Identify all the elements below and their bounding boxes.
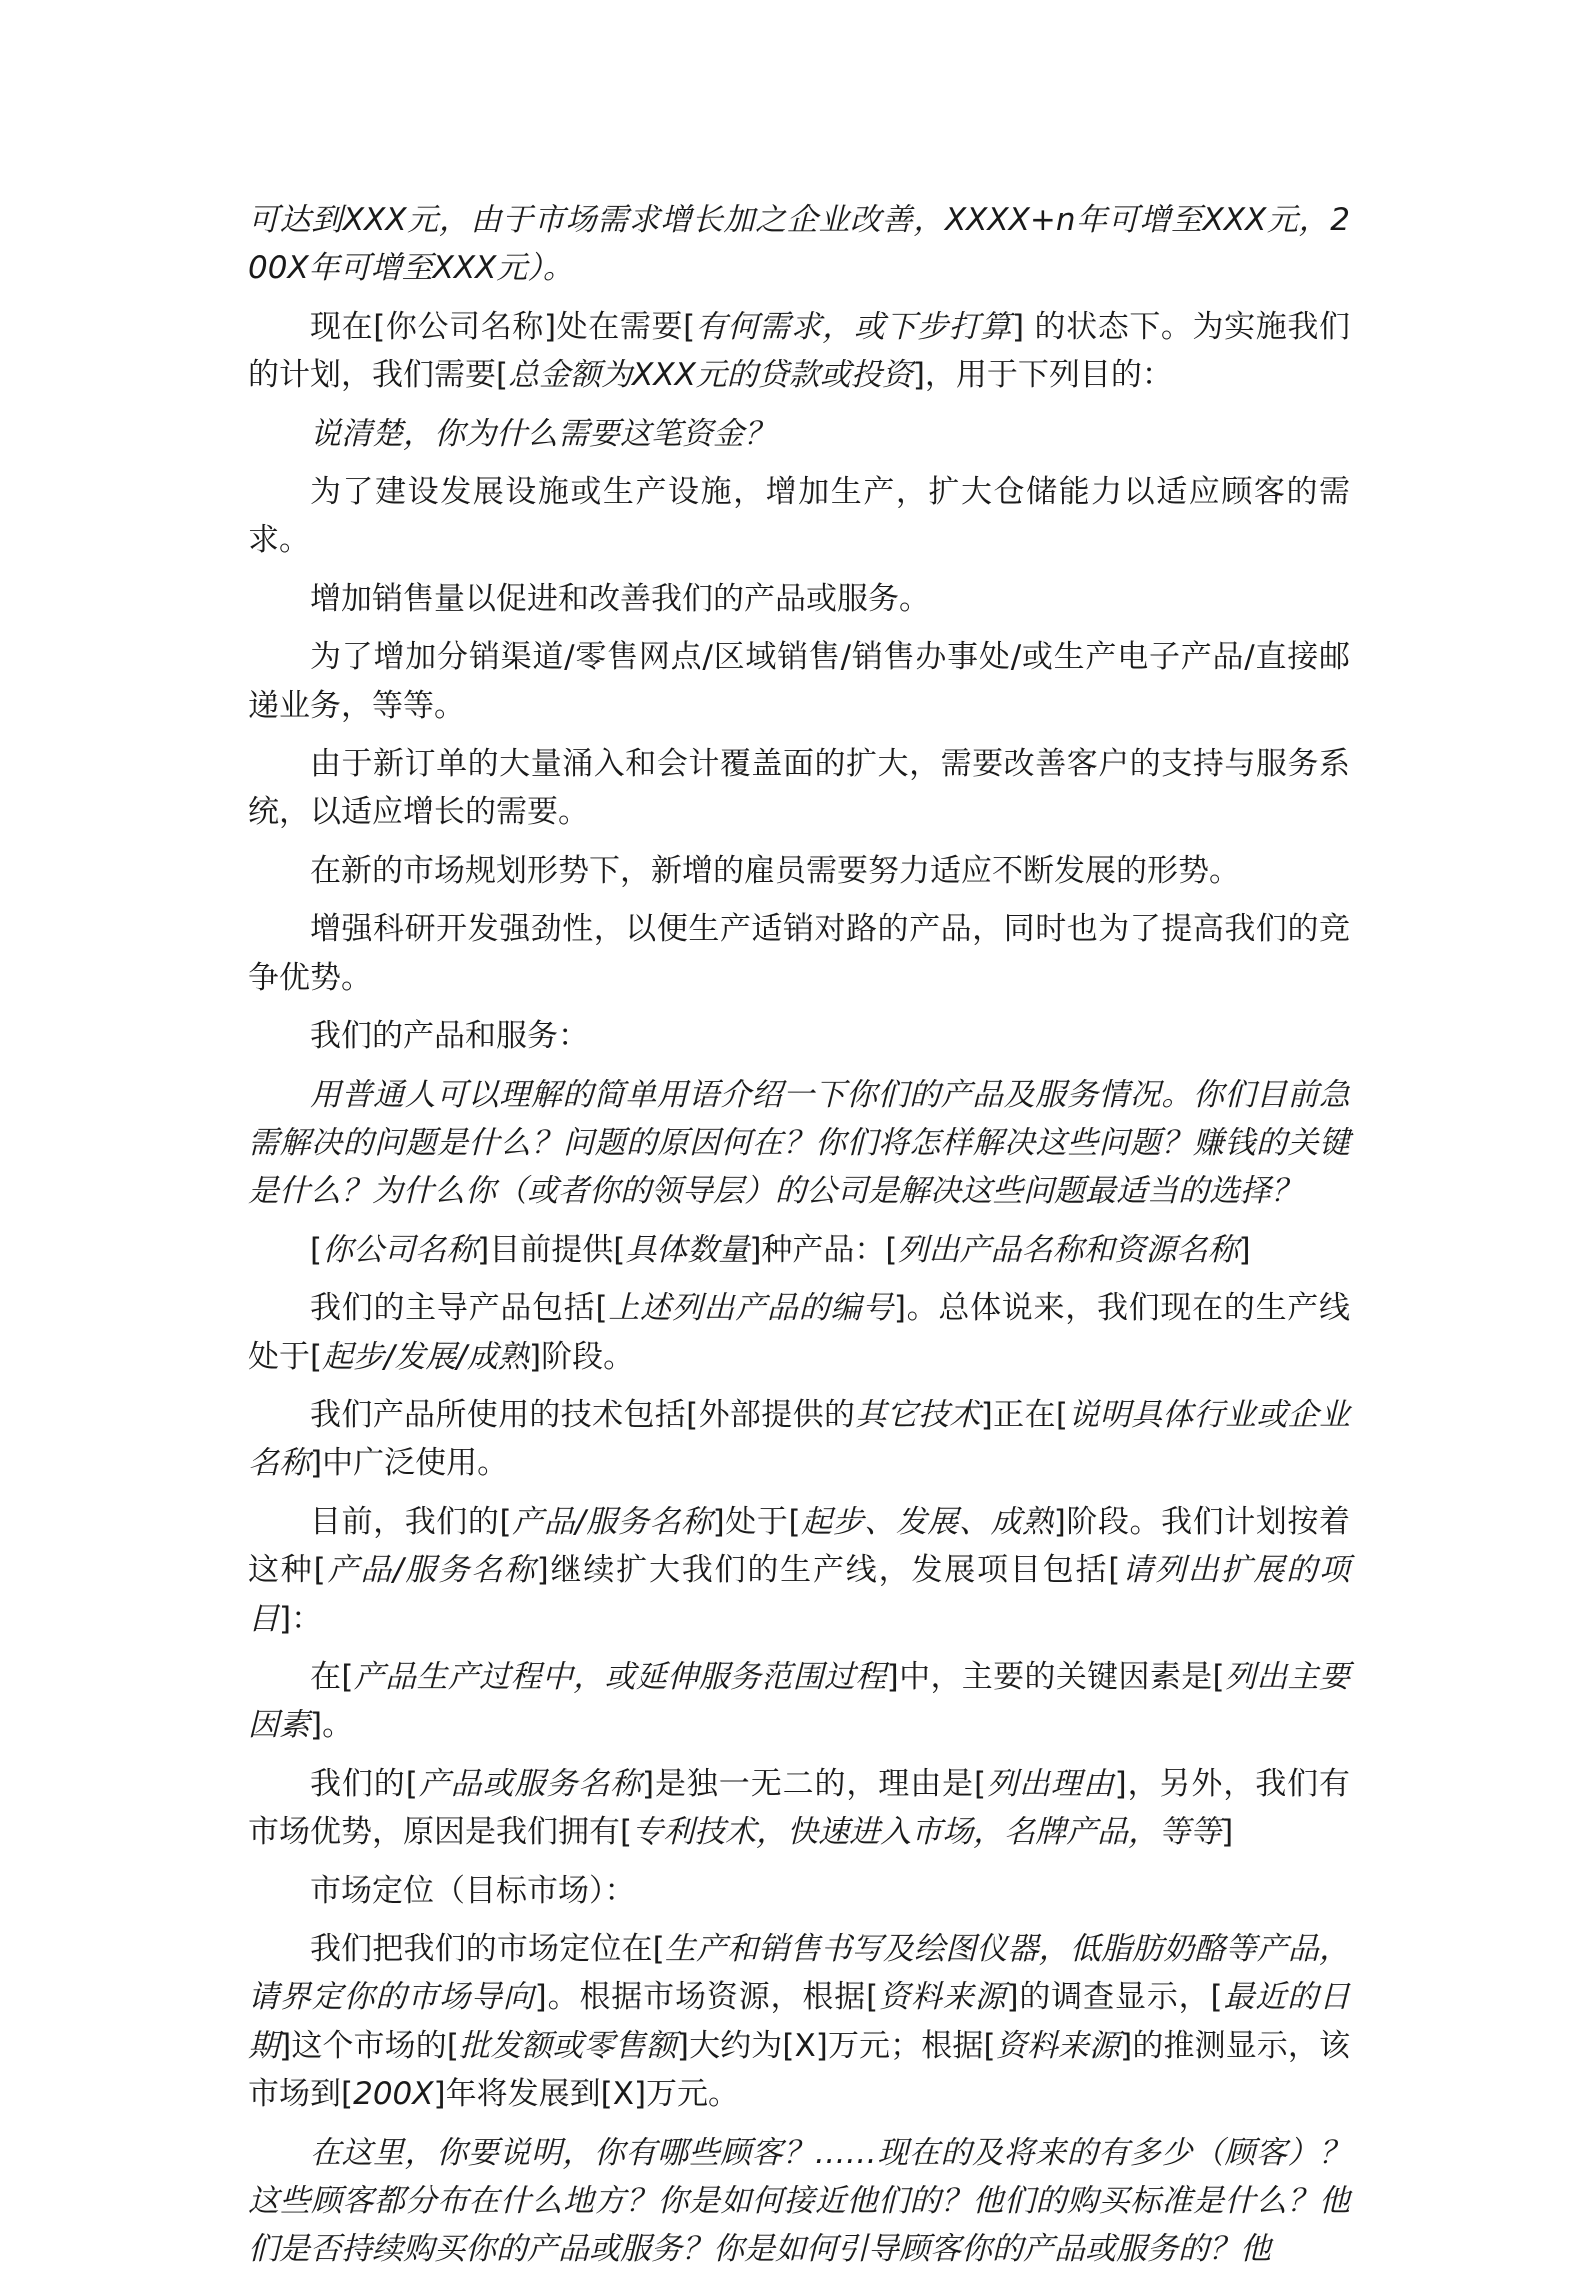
body-text: ]阶段。我们计划按着这种[ bbox=[248, 1503, 1351, 1589]
paragraph bbox=[248, 1760, 1350, 1857]
body-text: ]中，主要的关键因素是[ bbox=[886, 1658, 1225, 1695]
body-text: ]，用于下列目的： bbox=[912, 357, 1173, 394]
placeholder-text: 在这里，你要说明，你有哪些顾客？……现在的及将来的有多少（顾客）？这些顾客都分布在什么地方？你是如何接近他们的？他们的购买标准是什么？他们是否持续购买你的产品或服务？你是如何引导顾客你的产品或服务的？他 bbox=[248, 2134, 1350, 2268]
body-text: ]。总体说来，我们现在的生产线处于[ bbox=[248, 1290, 1351, 1375]
body-text: ] bbox=[1238, 1231, 1251, 1268]
placeholder-text: 上述列出产品的编号 bbox=[607, 1290, 894, 1327]
paragraph bbox=[248, 1071, 1350, 1216]
body-text: ] 的状态下。为实施我们的计划，我们需要[ bbox=[248, 308, 1350, 394]
paragraph bbox=[248, 847, 1350, 895]
placeholder-text: 用普通人可以理解的简单用语介绍一下你们的产品及服务情况。你们目前急需解决的问题是什么？问题的原因何在？你们将怎样解决这些问题？赚钱的关键是什么？为什么你（或者你的领导层）的公司是解决这些问题最适当的选择？ bbox=[248, 1076, 1350, 1210]
placeholder-text: 你公司名称 bbox=[322, 1231, 478, 1268]
paragraph bbox=[248, 1391, 1350, 1488]
body-text: 增加销售量以促进和改善我们的产品或服务。 bbox=[310, 580, 930, 617]
body-text: 我们的产品和服务： bbox=[310, 1018, 589, 1055]
body-text: ]大约为[X]万元；根据[ bbox=[676, 2027, 996, 2064]
placeholder-text: 列出主要因素 bbox=[248, 1658, 1351, 1744]
body-text: 我们把我们的市场定位在[ bbox=[310, 1931, 665, 1967]
body-text: 为了增加分销渠道/零售网点/区域销售/销售办事处/或生产电子产品/直接邮递业务，等等。 bbox=[248, 639, 1350, 724]
body-text: ]正在[ bbox=[980, 1396, 1068, 1433]
body-text: 现在[你公司名称]处在需要[ bbox=[310, 308, 696, 345]
body-text: ]目前提供[ bbox=[477, 1231, 626, 1268]
body-text: ]。根据市场资源，根据[ bbox=[534, 1979, 879, 2016]
body-text: 为了建设发展设施或生产设施，增加生产，扩大仓储能力以适应顾客的需求。 bbox=[248, 474, 1350, 559]
placeholder-text: 列出产品名称和资源名称 bbox=[897, 1231, 1239, 1268]
placeholder-text: 最近的日期 bbox=[248, 1979, 1351, 2064]
body-text: 在新的市场规划形势下，新增的雇员需要努力适应不断发展的形势。 bbox=[310, 852, 1240, 889]
body-text: ]，另外，我们有市场优势，原因是我们拥有[ bbox=[248, 1765, 1351, 1851]
paragraph bbox=[248, 1653, 1350, 1750]
placeholder-text: 起步、发展、成熟 bbox=[800, 1503, 1054, 1540]
body-text: ]是独一无二的，理由是[ bbox=[642, 1765, 987, 1802]
paragraph bbox=[248, 303, 1350, 400]
body-text: ]阶段。 bbox=[529, 1338, 635, 1375]
placeholder-text: 资料来源 bbox=[878, 1979, 1007, 2016]
placeholder-text: 说清楚，你为什么需要这笔资金？ bbox=[310, 415, 775, 452]
paragraph bbox=[248, 1226, 1350, 1274]
body-text: 目前，我们的[ bbox=[310, 1503, 512, 1540]
placeholder-text: 总金额为XXX元的贷款或投资 bbox=[508, 357, 913, 394]
placeholder-text: 说明具体行业或企业名称 bbox=[248, 1396, 1351, 1482]
placeholder-text: 产品/服务名称 bbox=[325, 1552, 537, 1589]
placeholder-text: 200X bbox=[353, 2076, 434, 2113]
body-text: 我们的主导产品包括[ bbox=[310, 1290, 608, 1327]
body-text: ]继续扩大我们的生产线，发展项目包括[ bbox=[536, 1552, 1121, 1589]
paragraph bbox=[248, 575, 1350, 623]
placeholder-text: 产品或服务名称 bbox=[417, 1765, 642, 1802]
body-text: 我们的[ bbox=[310, 1765, 418, 1802]
paragraph bbox=[248, 1925, 1350, 2119]
placeholder-text: 专利技术，快速进入市场，名牌产品，等等 bbox=[632, 1814, 1222, 1851]
paragraph bbox=[248, 1867, 1350, 1915]
body-text: [ bbox=[310, 1231, 323, 1268]
paragraph bbox=[248, 1498, 1350, 1643]
body-text: 我们产品所使用的技术包括[外部提供的 bbox=[310, 1396, 856, 1433]
placeholder-text: 批发额或零售额 bbox=[458, 2027, 677, 2064]
body-text: ]。 bbox=[310, 1707, 354, 1744]
placeholder-text: 其它技术 bbox=[855, 1396, 981, 1433]
body-text: 由于新订单的大量涌入和会计覆盖面的扩大，需要改善客户的支持与服务系统，以适应增长的需要。 bbox=[248, 746, 1350, 831]
paragraph bbox=[248, 905, 1350, 1002]
placeholder-text: 具体数量 bbox=[625, 1231, 750, 1268]
paragraph bbox=[248, 633, 1350, 730]
document-body bbox=[248, 196, 1350, 2284]
paragraph bbox=[248, 468, 1350, 565]
paragraph bbox=[248, 410, 1350, 458]
body-text: 市场定位（目标市场）： bbox=[310, 1872, 636, 1909]
body-text: ]： bbox=[279, 1600, 323, 1637]
paragraph bbox=[248, 1284, 1350, 1381]
placeholder-text: 可达到XXX元，由于市场需求增长加之企业改善，XXXX+n年可增至XXX元，200X年可增至XXX元）。 bbox=[248, 202, 1350, 287]
body-text: 增强科研开发强劲性，以便生产适销对路的产品，同时也为了提高我们的竞争优势。 bbox=[248, 911, 1350, 996]
body-text: ]种产品：[ bbox=[749, 1231, 898, 1268]
paragraph bbox=[248, 1012, 1350, 1060]
paragraph bbox=[248, 740, 1350, 837]
body-text: ]这个市场的[ bbox=[279, 2027, 459, 2064]
body-text: ]中广泛使用。 bbox=[310, 1445, 509, 1482]
placeholder-text: 生产和销售书写及绘图仪器，低脂肪奶酪等产品，请界定你的市场导向 bbox=[248, 1931, 1351, 2016]
placeholder-text: 产品生产过程中，或延伸服务范围过程 bbox=[353, 1658, 887, 1695]
placeholder-text: 有何需求，或下步打算 bbox=[695, 308, 1012, 345]
paragraph bbox=[248, 2129, 1350, 2274]
body-text: ]年将发展到[X]万元。 bbox=[433, 2076, 740, 2113]
body-text: ]处于[ bbox=[712, 1503, 801, 1540]
body-text: ]的调查显示，[ bbox=[1006, 1979, 1223, 2016]
placeholder-text: 产品/服务名称 bbox=[511, 1503, 713, 1540]
body-text: ] bbox=[1221, 1814, 1234, 1851]
placeholder-text: 起步/发展/成熟 bbox=[322, 1338, 529, 1375]
placeholder-text: 请列出扩展的项目 bbox=[248, 1552, 1350, 1637]
placeholder-text: 列出理由 bbox=[986, 1765, 1115, 1802]
body-text: ]的推测显示，该市场到[ bbox=[248, 2027, 1351, 2113]
placeholder-text: 资料来源 bbox=[995, 2027, 1121, 2064]
body-text: 在[ bbox=[310, 1658, 354, 1695]
paragraph bbox=[248, 196, 1350, 293]
